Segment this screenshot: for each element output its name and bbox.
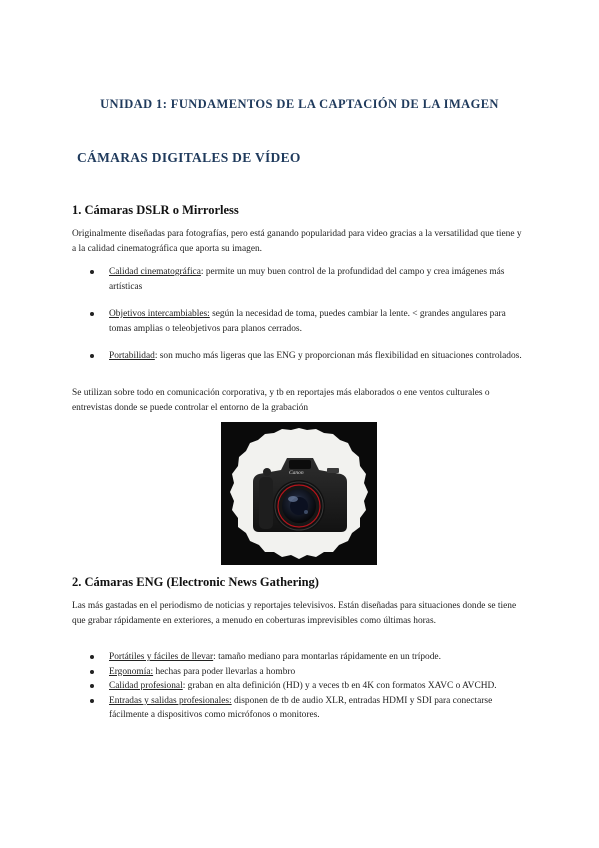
list-item (72, 650, 522, 665)
list-item-term: Objetivos intercambiables: (109, 309, 210, 319)
list-item-text: según la necesidad de toma, puedes cambiar la lente. < grandes angulares para tomas amplias o teleobjetivos para planos cerrados. (109, 309, 506, 334)
bullet-list-dslr (72, 349, 522, 364)
paragraph-eng-intro: Las más gastadas en el periodismo de noticias y reportajes televisivos. Están diseñadas para situaciones donde se tiene que grabar rápidamente en exteriores, a menudo en coberturas imprevisibles como últimas horas. (72, 601, 517, 626)
bullet-icon (90, 699, 94, 703)
heading-dslr: 1. Cámaras DSLR o Mirrorless (72, 203, 239, 217)
list-item-term: Portátiles y fáciles de llevar (109, 652, 214, 662)
list-item (72, 265, 522, 294)
list-item (72, 307, 522, 336)
bullet-icon (90, 670, 94, 674)
list-item-text: : permite un muy buen control de la profundidad del campo y crea imágenes más artísticas (109, 267, 505, 292)
bullet-icon (90, 270, 94, 274)
list-item-text: : graban en alta definición (HD) y a veces tb en 4K con formatos XAVC o AVCHD. (182, 681, 497, 692)
list-item-term: Ergonomía: (109, 666, 154, 677)
list-item-term: Calidad profesional (109, 681, 183, 692)
bullet-icon (90, 354, 94, 358)
list-item (72, 349, 522, 364)
list-item-term: Entradas y salidas profesionales: (109, 695, 232, 706)
bullet-icon (90, 312, 94, 316)
paragraph-dslr-intro: Originalmente diseñadas para fotografías, pero está ganando popularidad para video gracias a la versatilidad que tiene y a la calidad cinematográfica que aporta su imagen. (72, 229, 522, 254)
list-item (72, 665, 522, 680)
bullet-icon (90, 655, 94, 659)
list-item (72, 679, 522, 694)
list-item-text: disponen de tb de audio XLR, entradas HDMI y SDI para conectarse fácilmente a dispositivos como micrófonos o monitores. (109, 695, 493, 721)
list-item-text: hechas para poder llevarlas a hombro (153, 666, 296, 677)
paragraph-dslr-usage: Se utilizan sobre todo en comunicación corporativa, y tb en reportajes más elaborados o ene ventos culturales o entrevistas donde se puede controlar el entorno de la grabación (72, 388, 490, 413)
dslr-camera-icon (221, 422, 377, 565)
camera-brand-label: Canon (289, 470, 304, 476)
camera-photo (221, 422, 377, 565)
heading-eng: 2. Cámaras ENG (Electronic News Gathering) (72, 575, 319, 589)
section-title: CÁMARAS DIGITALES DE VÍDEO (77, 150, 301, 165)
bullet-list-dslr (72, 265, 522, 294)
bullet-list-eng (72, 650, 522, 723)
unit-title: UNIDAD 1: FUNDAMENTOS DE LA CAPTACIÓN DE LA IMAGEN (100, 97, 499, 111)
list-item (72, 694, 522, 723)
list-item-term: Portabilidad (109, 351, 155, 361)
bullet-icon (90, 684, 94, 688)
list-item-text: : tamaño mediano para montarlas rápidamente en un trípode. (213, 652, 441, 662)
bullet-list-dslr (72, 307, 522, 336)
list-item-text: : son mucho más ligeras que las ENG y proporcionan más flexibilidad en situaciones controlados. (154, 351, 522, 361)
list-item-term: Calidad cinematográfica (109, 267, 201, 277)
